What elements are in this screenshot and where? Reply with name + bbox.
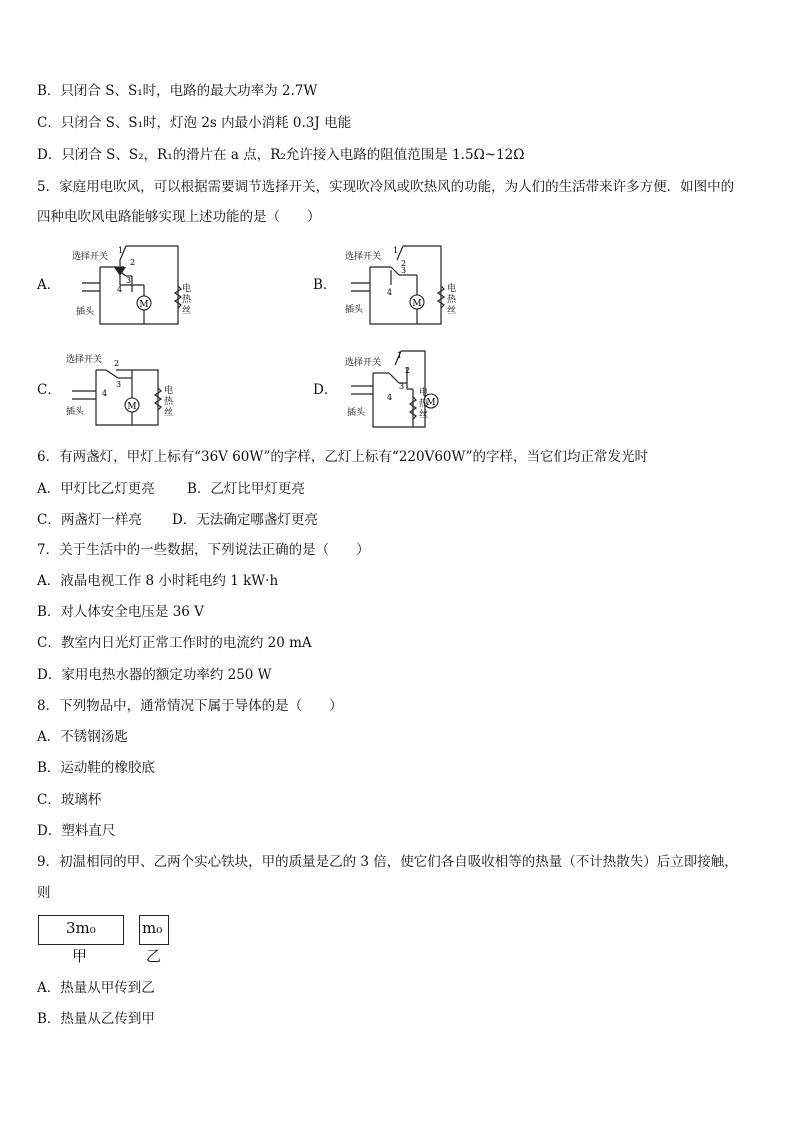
svg-text:电: 电 <box>447 284 457 294</box>
svg-text:插头: 插头 <box>345 305 364 315</box>
svg-text:4: 4 <box>387 393 393 402</box>
svg-text:插头: 插头 <box>66 407 85 417</box>
svg-text:4: 4 <box>102 389 108 398</box>
svg-text:4: 4 <box>387 288 393 297</box>
svg-text:3: 3 <box>401 266 407 275</box>
question-9-line1: 9．初温相同的甲、乙两个实心铁块，甲的质量是乙的 3 倍，使它们各自吸收相等的热量（不计热散失）后立即接触， <box>37 854 738 870</box>
svg-text:M: M <box>127 402 137 412</box>
question-6: 6．有两盏灯，甲灯上标有“36V 60W”的字样，乙灯上标有“220V60W”的字样，当它们均正常发光时 <box>37 449 649 465</box>
circuit-a-diagram <box>68 240 198 330</box>
svg-text:3: 3 <box>399 382 405 391</box>
question-9-line2: 则 <box>37 885 51 901</box>
svg-text:热: 热 <box>447 295 457 305</box>
circuit-b-label: B． <box>313 277 337 293</box>
q6-option-d: D．无法确定哪盏灯更亮 <box>172 512 318 528</box>
svg-text:2: 2 <box>130 258 136 267</box>
q7-option-a: A．液晶电视工作 8 小时耗电约 1 kW·h <box>37 573 279 589</box>
block-jia-label: 甲 <box>72 947 88 965</box>
svg-text:选择开关: 选择开关 <box>345 358 382 368</box>
q8-option-d: D．塑料直尺 <box>37 823 116 839</box>
circuit-a-label: A． <box>37 277 61 293</box>
svg-text:M: M <box>412 299 422 309</box>
svg-text:丝: 丝 <box>447 306 457 316</box>
q6-option-b: B．乙灯比甲灯更亮 <box>187 481 305 497</box>
q8-option-c: C．玻璃杯 <box>37 792 102 808</box>
svg-text:选择开关: 选择开关 <box>66 355 103 365</box>
option-b-line: B．只闭合 S、S₁时，电路的最大功率为 2.7W <box>37 83 318 99</box>
switch-label: 选择开关 <box>72 252 109 262</box>
svg-text:丝: 丝 <box>182 306 192 316</box>
q8-option-b: B．运动鞋的橡胶底 <box>37 760 155 776</box>
q9-option-a: A．热量从甲传到乙 <box>37 980 155 996</box>
q8-option-a: A．不锈钢汤匙 <box>37 729 128 745</box>
svg-text:3: 3 <box>116 380 122 389</box>
circuit-d-diagram <box>345 345 475 435</box>
question-7: 7．关于生活中的一些数据，下列说法正确的是（ ） <box>37 542 370 558</box>
svg-text:选择开关: 选择开关 <box>345 252 382 262</box>
svg-text:插头: 插头 <box>347 408 366 418</box>
block-jia-mass: 3m₀ <box>66 919 96 937</box>
q7-option-c: C．教室内日光灯正常工作时的电流约 20 mA <box>37 635 312 651</box>
svg-text:丝: 丝 <box>164 408 174 418</box>
svg-text:4: 4 <box>117 285 123 294</box>
block-yi-label: 乙 <box>146 947 162 965</box>
svg-text:M: M <box>426 398 436 408</box>
question-5-line2: 四种电吹风电路能够实现上述功能的是（ ） <box>37 209 321 225</box>
circuit-b-diagram <box>345 240 475 330</box>
option-c-line: C．只闭合 S、S₁时，灯泡 2s 内最小消耗 0.3J 电能 <box>37 115 352 131</box>
q7-option-b: B．对人体安全电压是 36 V <box>37 604 204 620</box>
svg-text:3: 3 <box>126 276 132 285</box>
svg-text:1: 1 <box>118 246 124 255</box>
svg-text:电: 电 <box>182 284 192 294</box>
circuit-d-label: D． <box>313 382 338 398</box>
circuit-c-label: C． <box>37 382 61 398</box>
motor-label: M <box>139 300 149 310</box>
q6-option-a: A．甲灯比乙灯更亮 <box>37 481 155 497</box>
svg-text:1: 1 <box>397 351 403 360</box>
block-yi-mass: m₀ <box>142 919 163 937</box>
svg-text:热: 热 <box>182 295 192 305</box>
svg-text:2: 2 <box>401 259 407 268</box>
svg-text:2: 2 <box>405 366 411 375</box>
question-8: 8．下列物品中，通常情况下属于导体的是（ ） <box>37 698 343 714</box>
option-d-line: D．只闭合 S、S₂，R₁的滑片在 a 点，R₂允许接入电路的阻值范围是 1.5Ω~12Ω <box>37 147 525 163</box>
svg-text:电: 电 <box>419 388 429 398</box>
q9-option-b: B．热量从乙传到甲 <box>37 1011 155 1027</box>
svg-text:2: 2 <box>114 359 120 368</box>
q7-option-d: D．家用电热水器的额定功率约 250 W <box>37 667 272 683</box>
svg-text:1: 1 <box>393 246 399 255</box>
circuit-c-diagram <box>66 350 196 430</box>
q6-option-c: C．两盏灯一样亮 <box>37 512 142 528</box>
svg-text:丝: 丝 <box>419 410 429 420</box>
question-5-line1: 5．家庭用电吹风，可以根据需要调节选择开关，实现吹冷风或吹热风的功能，为人们的生活带来许多方便．如图中的 <box>37 179 735 195</box>
svg-text:热: 热 <box>164 397 174 407</box>
svg-text:电: 电 <box>164 386 174 396</box>
svg-text:热: 热 <box>419 399 429 409</box>
plug-label: 插头 <box>76 307 95 317</box>
